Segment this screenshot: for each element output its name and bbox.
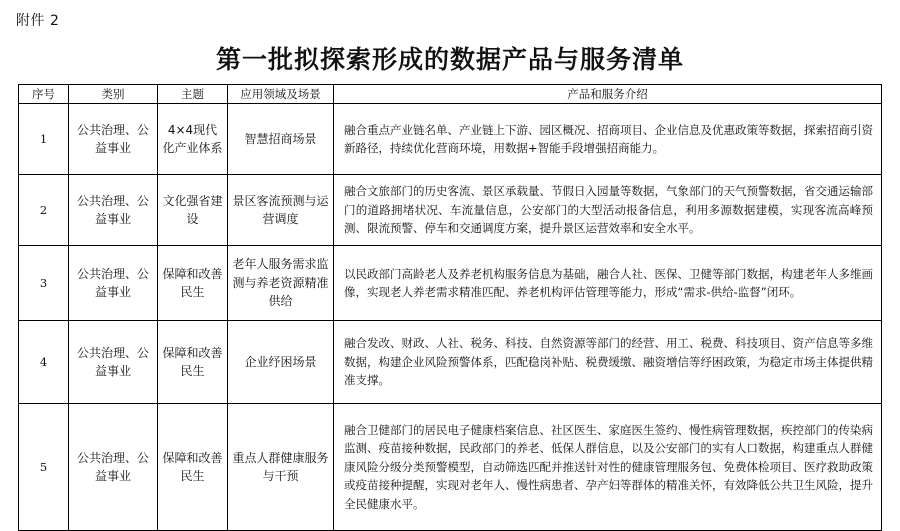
row-intro: 以民政部门高龄老人及养老机构服务信息为基础，融合人社、医保、卫健等部门数据，构建老年人多维画像，实现老人养老需求精准匹配、养老机构评估管理等能力，形成“需求-供给-监督”闭环。 [334,246,882,321]
row-scene: 景区客流预测与运营调度 [228,175,334,246]
header-scene: 应用领域及场景 [228,85,334,104]
header-category: 类别 [69,85,158,104]
row-theme: 保障和改善民生 [158,404,228,531]
product-service-table [18,84,882,531]
row-theme: 文化强省建设 [158,175,228,246]
row-theme: 保障和改善民生 [158,246,228,321]
table-row [19,246,882,321]
row-category: 公共治理、公益事业 [69,246,158,321]
row-intro: 融合发改、财政、人社、税务、科技、自然资源等部门的经营、用工、税费、科技项目、资产信息等多维数据，构建企业风险预警体系，匹配稳岗补贴、税费缓缴、融资增信等纾困政策，为稳定市场主体提供精准支撑。 [334,321,882,404]
page-title: 第一批拟探索形成的数据产品与服务清单 [215,45,684,74]
row-no: 5 [19,404,69,531]
row-no: 2 [19,175,69,246]
table-row [19,321,882,404]
row-intro: 融合文旅部门的历史客流、景区承载量、节假日入园量等数据，气象部门的天气预警数据，省交通运输部门的道路拥堵状况、车流量信息，公安部门的大型活动报备信息，利用多源数据建模，实现客流高峰预测、限流预警、停车和交通调度方案，提升景区运营效率和安全水平。 [334,175,882,246]
row-no: 1 [19,104,69,175]
row-theme: 4×4现代化产业体系 [158,104,228,175]
header-intro: 产品和服务介绍 [334,85,882,104]
row-intro: 融合卫健部门的居民电子健康档案信息、社区医生、家庭医生签约、慢性病管理数据，疾控部门的传染病监测、疫苗接种数据，民政部门的养老、低保人群信息，以及公安部门的实有人口数据，构建重点人群健康风险分级分类预警模型，自动筛选匹配并推送针对性的健康管理服务包、免费体检项目、医疗救助政策或疫苗接种提醒，实现对老年人、慢性病患者、孕产妇等群体的精准关怀，有效降低公共卫生风险，提升全民健康水平。 [334,404,882,531]
table-row [19,404,882,531]
table-row [19,104,882,175]
row-no: 4 [19,321,69,404]
row-category: 公共治理、公益事业 [69,321,158,404]
row-scene: 企业纾困场景 [228,321,334,404]
row-scene: 老年人服务需求监测与养老资源精准供给 [228,246,334,321]
row-category: 公共治理、公益事业 [69,104,158,175]
row-category: 公共治理、公益事业 [69,175,158,246]
row-scene: 重点人群健康服务与干预 [228,404,334,531]
header-no: 序号 [19,85,69,104]
row-intro: 融合重点产业链名单、产业链上下游、园区概况、招商项目、企业信息及优惠政策等数据，探索招商引资新路径，持续优化营商环境，用数据+智能手段增强招商能力。 [334,104,882,175]
row-category: 公共治理、公益事业 [69,404,158,531]
row-theme: 保障和改善民生 [158,321,228,404]
table-header-row [19,85,882,104]
table-row [19,175,882,246]
attachment-label: 附件 2 [16,13,60,29]
row-scene: 智慧招商场景 [228,104,334,175]
header-theme: 主题 [158,85,228,104]
row-no: 3 [19,246,69,321]
